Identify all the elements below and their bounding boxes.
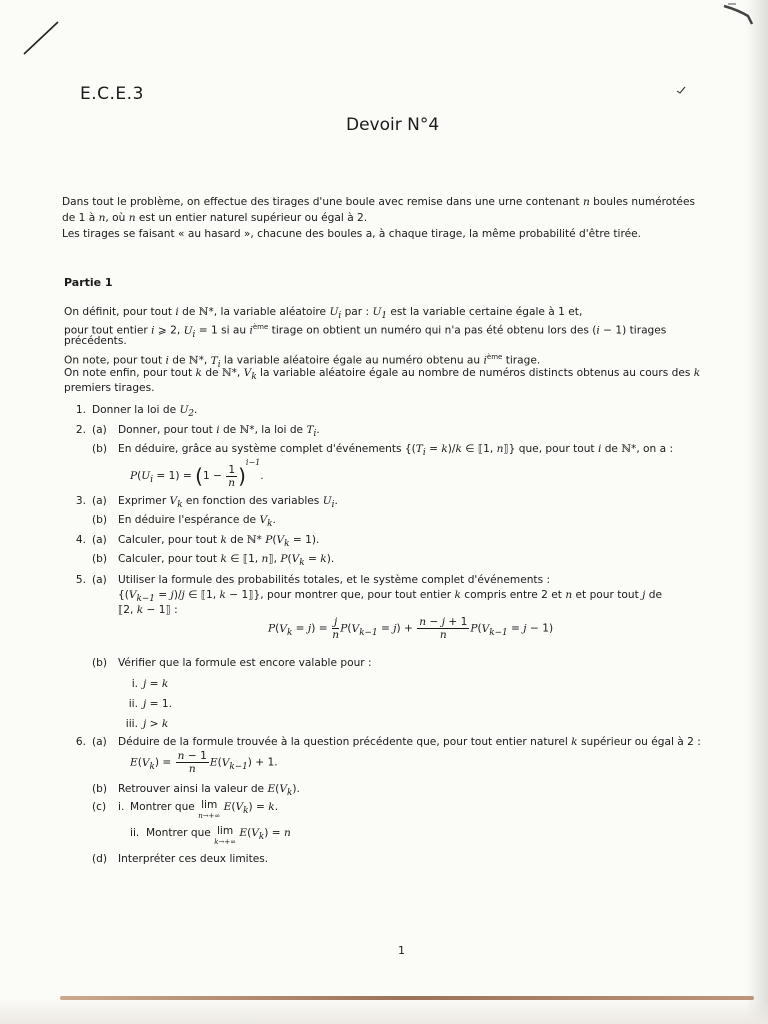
question-2b: (b) En déduire, grâce au système complet d'événements {$(T_i = k)/k$ ∈ ⟦1, n⟧} que, pour tout i de ℕ*, on a : bbox=[92, 443, 674, 459]
question-6b: (b) Retrouver ainsi la valeur de $E(V_k)$. bbox=[92, 783, 300, 799]
question-5a-line2: {$(V_{k-1} = j)/j$ ∈ ⟦1, k − 1⟧}, pour montrer que, pour tout entier k compris entre 2 et n et pour tout j de bbox=[118, 589, 663, 605]
question-number: 4. bbox=[75, 534, 86, 546]
question-2a: 2. (a) Donner, pour tout i de ℕ*, la loi de $T_i$. bbox=[64, 423, 320, 441]
sub-label: (b) bbox=[92, 443, 107, 455]
formula-5a: $P(V_k = j)$ = $\frac{j}{n}$ $P(V_{k-1} = j)$ + $\frac{n - j + 1}{n}$ $P(V_{k-1} = j - 1)$ bbox=[268, 616, 554, 641]
scan-edge bbox=[746, 0, 768, 1024]
question-5b: (b) Vérifier que la formule est encore valable pour : bbox=[92, 657, 372, 669]
question-4b: (b) Calculer, pour tout k ∈ ⟦1, n⟧, $P(V_k = k)$. bbox=[92, 553, 335, 569]
question-text: Interpréter ces deux limites. bbox=[118, 853, 269, 865]
question-6c-ii: ii. Montrer que lim k→+∞ $E(V_k) = n$ bbox=[130, 825, 291, 846]
question-5b-ii: ii. j = 1. bbox=[116, 697, 172, 711]
sub-label: (b) bbox=[92, 553, 107, 565]
intro-paragraph bbox=[62, 194, 695, 242]
question-6d bbox=[92, 852, 268, 866]
question-number: 1. bbox=[75, 404, 86, 416]
roman-label: i. bbox=[118, 801, 125, 813]
sub-label: (a) bbox=[92, 574, 107, 586]
sub-label: (a) bbox=[92, 736, 107, 748]
question-5b-iii: iii. j > k bbox=[116, 717, 168, 731]
question-6c-i: (c) i. Montrer que lim n→+∞ $E(V_k) = k$. bbox=[92, 799, 279, 820]
sub-label: (b) bbox=[92, 783, 107, 795]
question-number: 3. bbox=[75, 495, 86, 507]
roman-label: ii. bbox=[130, 827, 140, 839]
roman-label: ii. bbox=[128, 698, 138, 710]
question-number: 6. bbox=[75, 736, 86, 748]
definition-line-6: premiers tirages. bbox=[64, 382, 155, 394]
page-title: Devoir N°4 bbox=[346, 115, 440, 135]
staple-corner-mark bbox=[718, 0, 758, 30]
question-5a: 5. (a) Utiliser la formule des probabilités totales, et le système complet d'événements : bbox=[64, 573, 550, 587]
sub-label: (a) bbox=[92, 495, 107, 507]
definition-line-2: pour tout entier i ⩾ 2, $U_i = 1$ si au $i^{ème}$ tirage on obtient un numéro qui n'a pas été obtenu lors des (i − 1) tirages bbox=[64, 323, 667, 340]
pen-stroke-mark bbox=[20, 16, 62, 58]
scan-bottom-edge bbox=[60, 996, 754, 1000]
scan-bottom-shadow bbox=[0, 998, 768, 1024]
sub-label: (a) bbox=[92, 424, 107, 436]
question-1: 1. Donner la loi de $U_2$. bbox=[64, 403, 197, 421]
question-6a: 6. (a) Déduire de la formule trouvée à la question précédente que, pour tout entier naturel k supérieur ou égal à 2 : bbox=[64, 735, 701, 749]
check-tick-mark bbox=[676, 86, 686, 94]
question-3a: 3. (a) Exprimer $V_k$ en fonction des variables $U_i$. bbox=[64, 494, 338, 512]
intro-line-3: Les tirages se faisant « au hasard », chacune des boules a, à chaque tirage, la même probabilité d'être tirée. bbox=[62, 228, 641, 240]
sub-label: (a) bbox=[92, 534, 107, 546]
question-5a-line3: ⟦2, k − 1⟧ : bbox=[118, 604, 178, 616]
sub-label: (c) bbox=[92, 801, 107, 813]
definition-line-1: On définit, pour tout i de ℕ*, la variable aléatoire $U_i$ par : $U_1$ est la variable certaine égale à 1 et, bbox=[64, 306, 583, 322]
question-5b-i: i. j = k bbox=[116, 677, 168, 691]
intro-line-1: Dans tout le problème, on effectue des tirages d'une boule avec remise dans une urne contenant n boules numérotées bbox=[62, 196, 695, 208]
roman-label: iii. bbox=[125, 718, 138, 730]
intro-line-2: de 1 à n, où n est un entier naturel supérieur ou égal à 2. bbox=[62, 212, 368, 224]
section-heading: Partie 1 bbox=[64, 276, 113, 289]
question-number: 2. bbox=[75, 424, 86, 436]
definition-line-3: précédents. bbox=[64, 335, 127, 347]
sub-label: (b) bbox=[92, 657, 107, 669]
sub-label: (b) bbox=[92, 514, 107, 526]
question-number: 5. bbox=[75, 574, 86, 586]
question-4a: 4. (a) Calculer, pour tout k de ℕ* $P(V_k = 1)$. bbox=[64, 533, 319, 551]
question-3b: (b) En déduire l'espérance de $V_k$. bbox=[92, 514, 276, 530]
class-name: E.C.E.3 bbox=[80, 84, 144, 104]
definition-line-4: On note, pour tout i de ℕ*, $T_i$ la variable aléatoire égale au numéro obtenu au $i^{ème}$ tirage. bbox=[64, 353, 541, 370]
definition-line-5: On note enfin, pour tout k de ℕ*, $V_k$ la variable aléatoire égale au nombre de numéros distincts obtenus au cours des k bbox=[64, 367, 701, 383]
formula-2b: $P(U_i = 1) = (1$ − $\frac{1}{n}$ )$^{i-1}$. bbox=[130, 458, 264, 489]
formula-6a: $E(V_k)$ = $\frac{n - 1}{n}$ $E(V_{k-1}) + 1$. bbox=[130, 750, 278, 775]
roman-label: i. bbox=[131, 678, 138, 690]
sub-label: (d) bbox=[92, 853, 107, 865]
page-number: 1 bbox=[398, 944, 405, 957]
